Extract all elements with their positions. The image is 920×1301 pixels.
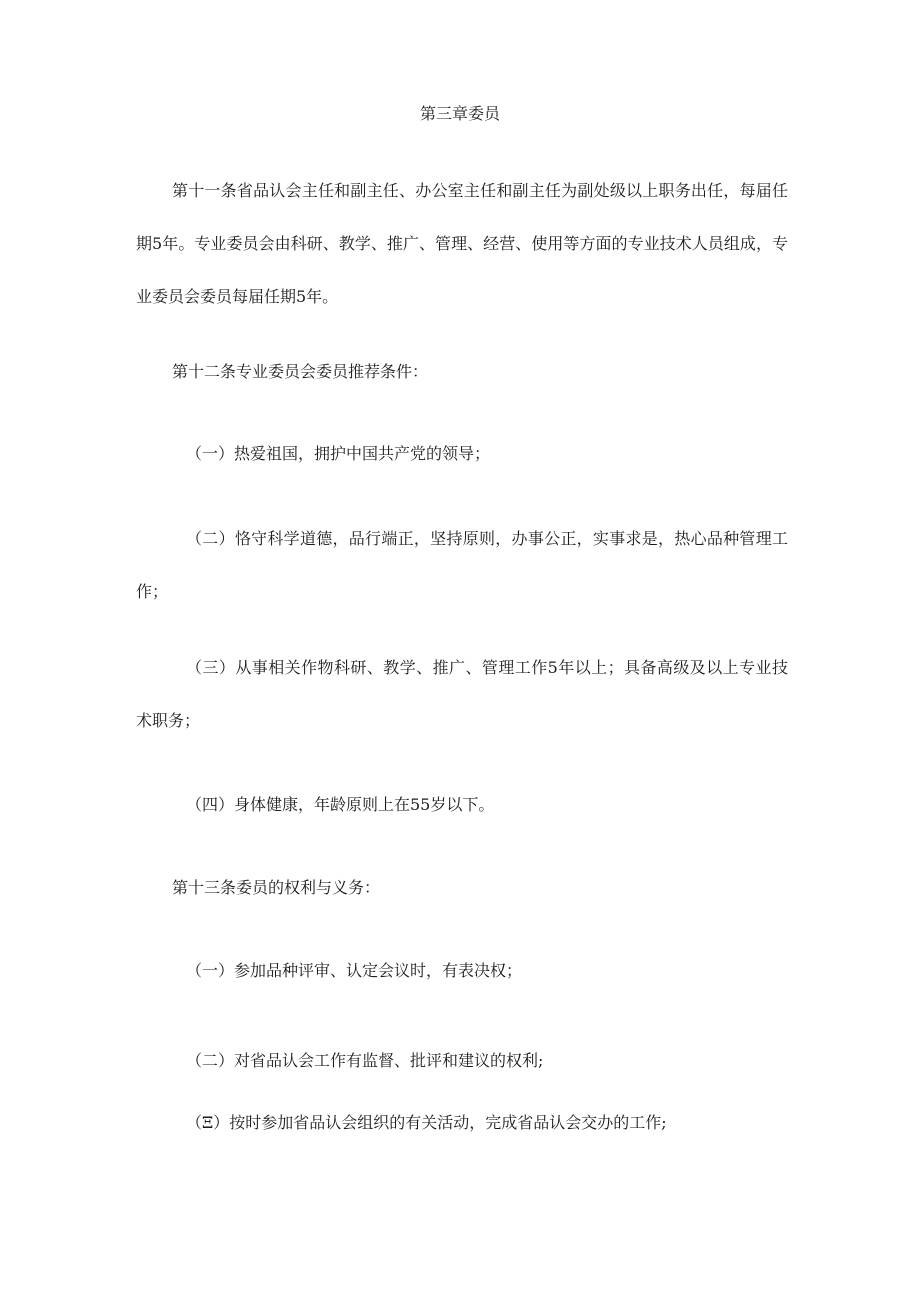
- article-12-item-4: （四）身体健康，年龄原则上在55岁以下。: [186, 795, 495, 814]
- article-13-item-1: （一）参加品种评审、认定会议时，有表决权；: [186, 961, 523, 980]
- article-12-item-3: （三）从事相关作物科研、教学、推广、管理工作5年以上；具备高级及以上专业技术职务；: [136, 658, 788, 730]
- chapter-title: 第三章委员: [419, 104, 500, 123]
- article-13-heading: 第十三条委员的权利与义务：: [172, 878, 381, 897]
- article-12-item-1: （一）热爱祖国，拥护中国共产党的领导；: [186, 444, 491, 463]
- article-13-item-3: （Ξ）按时参加省品认会组织的有关活动，完成省品认会交办的工作;: [186, 1113, 667, 1132]
- article-12-item-2: （二）恪守科学道德，品行端正，坚持原则，办事公正，实事求是，热心品种管理工作；: [136, 529, 788, 601]
- article-12-heading: 第十二条专业委员会委员推荐条件：: [172, 362, 429, 381]
- article-13-item-2: （二）对省品认会工作有监督、批评和建议的权利;: [186, 1051, 544, 1070]
- article-11-paragraph: 第十一条省品认会主任和副主任、办公室主任和副主任为副处级以上职务出任，每届任期5年。专业委员会由科研、教学、推广、管理、经营、使用等方面的专业技术人员组成，专业委员会委员每届任期5年。: [136, 181, 788, 306]
